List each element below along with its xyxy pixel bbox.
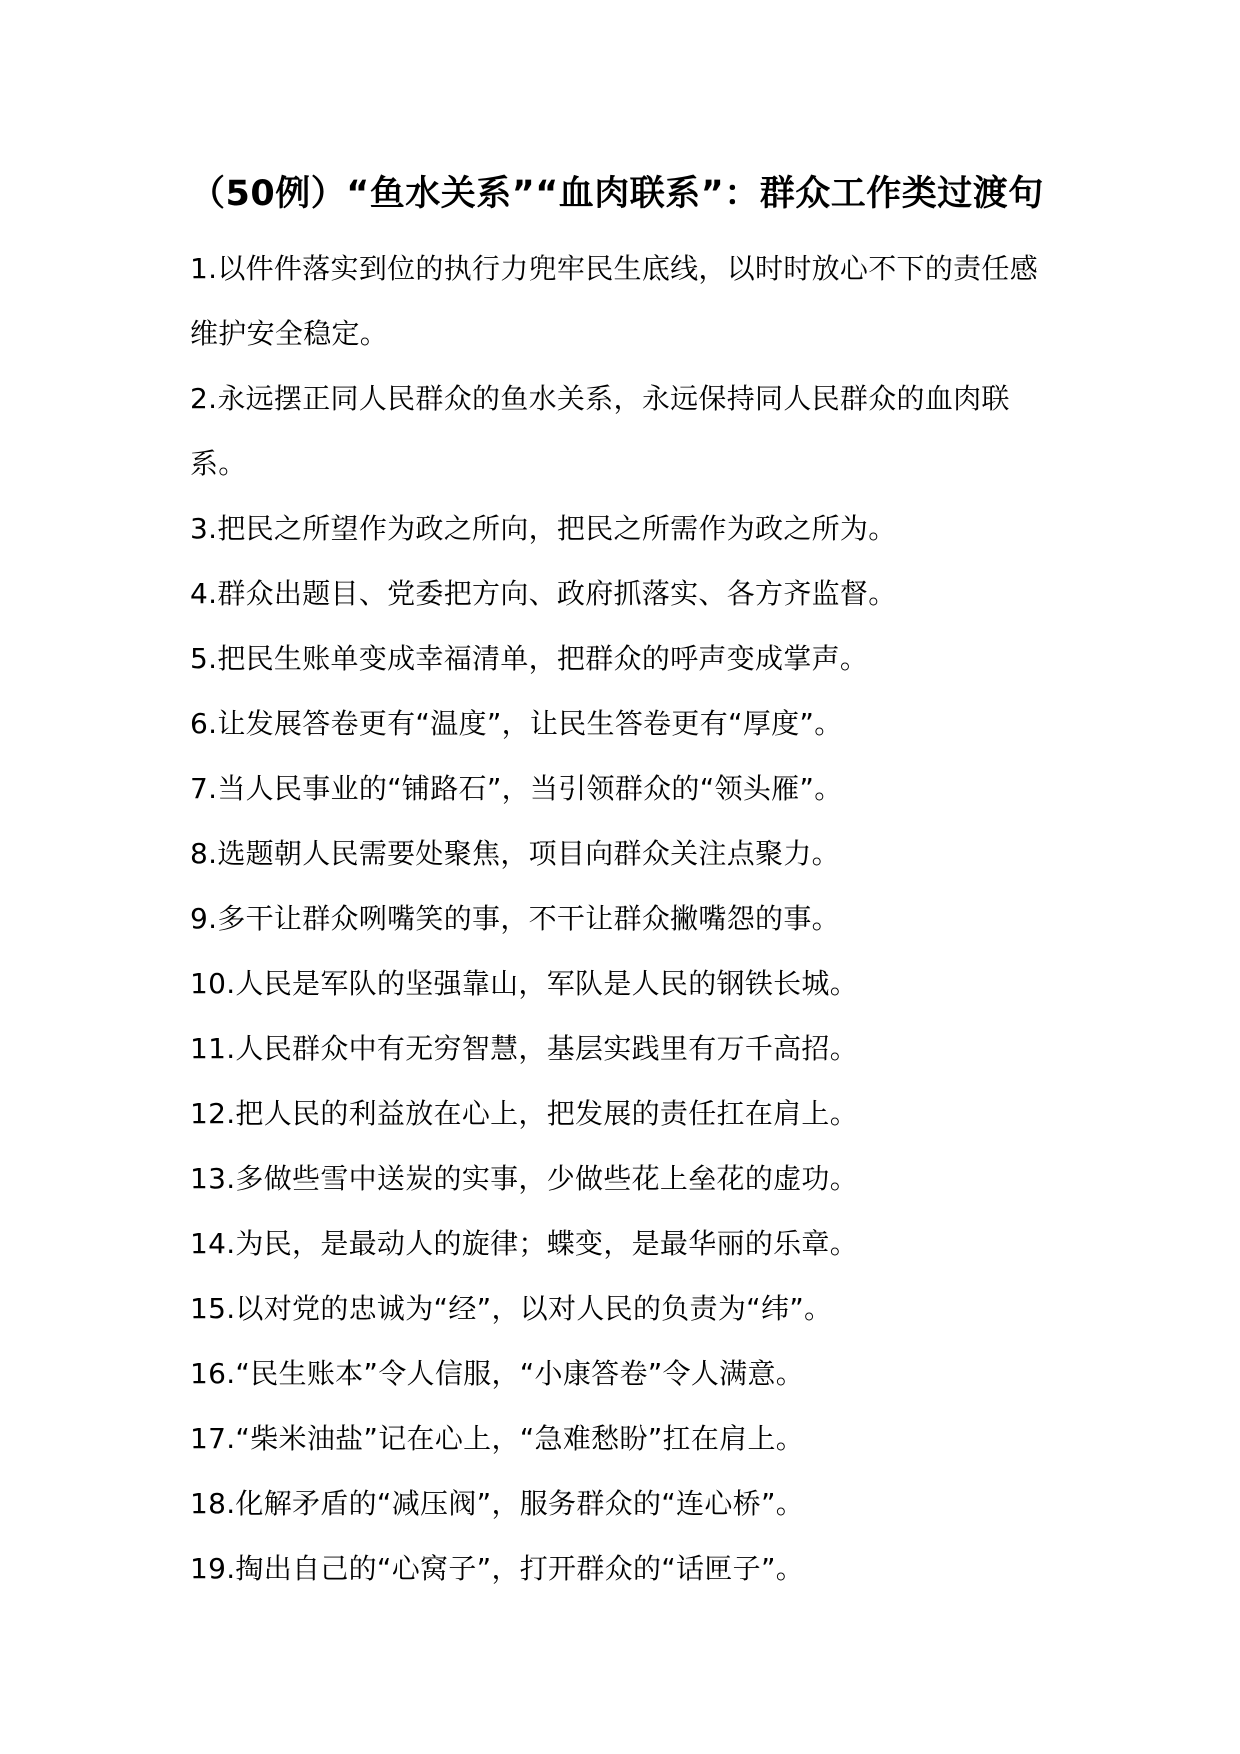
list-item: 4.群众出题目、党委把方向、政府抓落实、各方齐监督。	[190, 577, 897, 610]
list-item: 6.让发展答卷更有“温度”，让民生答卷更有“厚度”。	[190, 707, 843, 740]
list-item: 17.“柴米油盐”记在心上，“急难愁盼”扛在肩上。	[190, 1422, 805, 1455]
list-item: 16.“民生账本”令人信服，“小康答卷”令人满意。	[190, 1357, 805, 1390]
list-item: 13.多做些雪中送炭的实事，少做些花上垒花的虚功。	[190, 1162, 859, 1195]
list-item: 7.当人民事业的“铺路石”，当引领群众的“领头雁”。	[190, 772, 843, 805]
list-item: 1.以件件落实到位的执行力兜牢民生底线，以时时放心不下的责任感维护安全稳定。	[190, 252, 1039, 350]
list-item: 11.人民群众中有无穷智慧，基层实践里有万千高招。	[190, 1032, 859, 1065]
list-item: 18.化解矛盾的“减压阀”，服务群众的“连心桥”。	[190, 1487, 805, 1520]
list-item: 19.掏出自己的“心窝子”，打开群众的“话匣子”。	[190, 1552, 805, 1585]
list-item: 9.多干让群众咧嘴笑的事，不干让群众撇嘴怨的事。	[190, 902, 840, 935]
list-item: 12.把人民的利益放在心上，把发展的责任扛在肩上。	[190, 1097, 859, 1130]
list-item: 5.把民生账单变成幸福清单，把群众的呼声变成掌声。	[190, 642, 869, 675]
document-body	[190, 236, 1060, 1601]
list-item: 15.以对党的忠诚为“经”，以对人民的负责为“纬”。	[190, 1292, 833, 1325]
document-title: （50例）“鱼水关系”“血肉联系”：群众工作类过渡句	[190, 174, 1044, 214]
list-item: 3.把民之所望作为政之所向，把民之所需作为政之所为。	[190, 512, 897, 545]
list-item: 10.人民是军队的坚强靠山，军队是人民的钢铁长城。	[190, 967, 859, 1000]
list-item: 2.永远摆正同人民群众的鱼水关系，永远保持同人民群众的血肉联系。	[190, 382, 1010, 480]
list-item: 14.为民，是最动人的旋律；蝶变，是最华丽的乐章。	[190, 1227, 859, 1260]
list-item: 8.选题朝人民需要处聚焦，项目向群众关注点聚力。	[190, 837, 840, 870]
